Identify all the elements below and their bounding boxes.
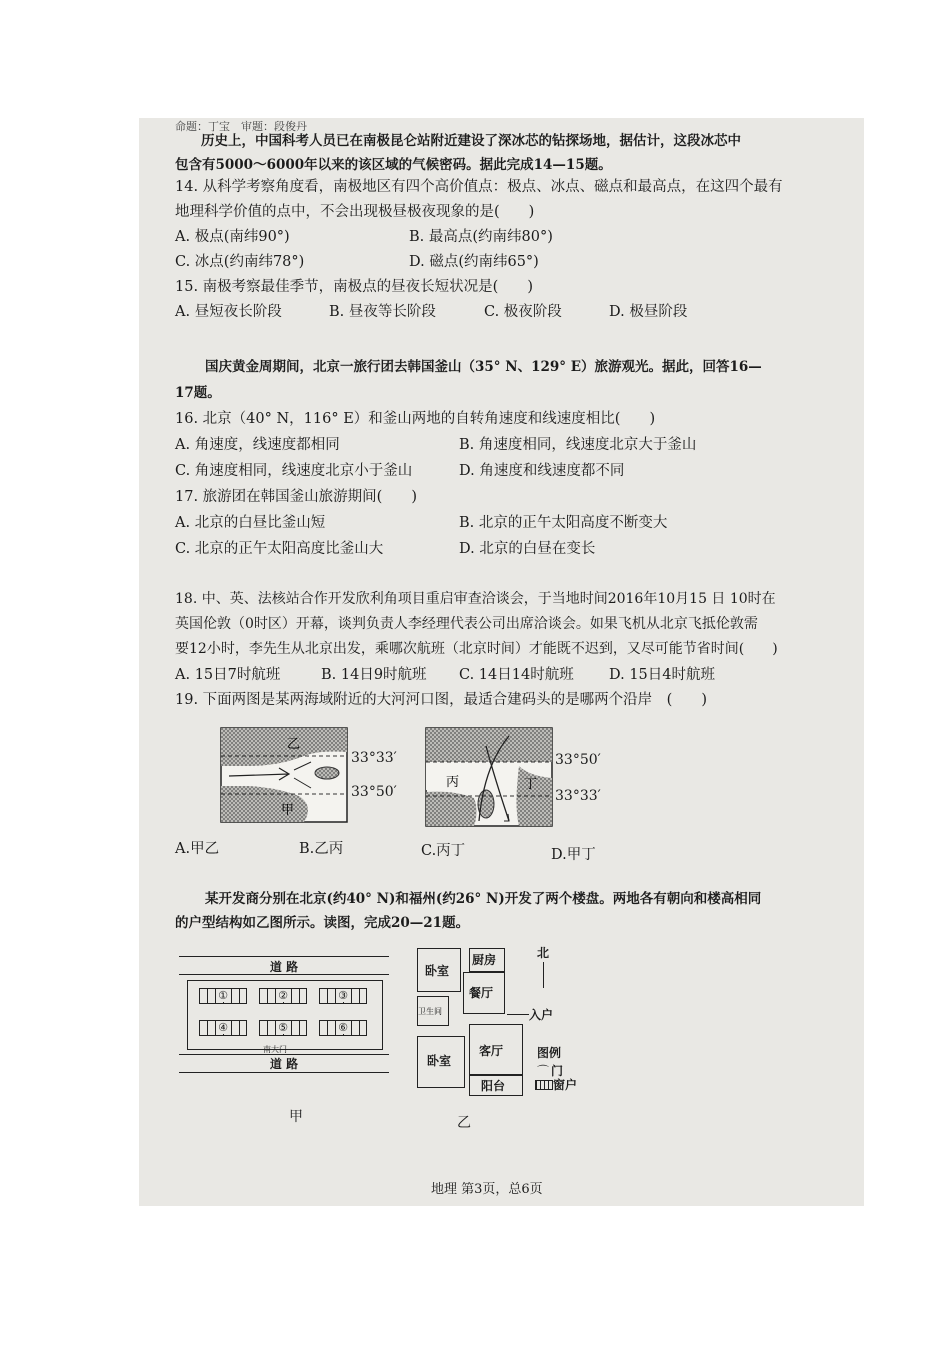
fig-jia-caption: 甲 (289, 1109, 303, 1125)
legend-window: 窗户 (553, 1078, 578, 1092)
estuary-map-2 (424, 726, 559, 831)
q16-option-b: B. 角速度相同，线速度北京大于釜山 (459, 437, 697, 453)
south-gate-label: 南大门 (263, 1045, 287, 1054)
map2-label-left: 丙 (446, 775, 460, 790)
entry-label: 入户 (529, 1008, 554, 1022)
q16-option-d: D. 角速度和线速度都不同 (459, 463, 625, 479)
q14-stem-2: 地理科学价值的点中，不会出现极昼极夜现象的是( ) (175, 204, 535, 220)
q14-option-b: B. 最高点(约南纬80°) (409, 229, 553, 245)
legend-title: 图例 (537, 1046, 562, 1060)
q16-option-c: C. 角速度相同，线速度北京小于釜山 (175, 463, 413, 479)
intro-1-line-1: 历史上，中国科考人员已在南极昆仑站附近建设了深冰芯的钻探场地，据估计，这段冰芯中 (201, 133, 741, 149)
map1-lat-top: 33°33′ (351, 750, 397, 766)
q14-option-c: C. 冰点(约南纬78°) (175, 254, 305, 270)
q18-option-c: C. 14日14时航班 (459, 667, 574, 683)
room-living: 客厅 (479, 1044, 504, 1058)
q19-option-a: A.甲乙 (175, 841, 220, 857)
room-bedroom-1: 卧室 (425, 964, 450, 978)
page-footer: 地理 第3页，总6页 (431, 1182, 543, 1197)
room-dining: 餐厅 (469, 986, 494, 1000)
fig-yi-caption: 乙 (457, 1115, 471, 1131)
room-bedroom-2: 卧室 (427, 1054, 452, 1068)
q18-stem-1: 18. 中、英、法核站合作开发欣利角项目重启审查洽谈会，于当地时间2016年10月15 日 10时在 (175, 591, 776, 607)
site-plan-jia (179, 956, 389, 1076)
q14-stem-1: 14. 从科学考察角度看，南极地区有四个高价值点：极点、冰点、磁点和最高点，在这四个最有 (175, 179, 783, 195)
exam-sheet (139, 118, 864, 1206)
q14-option-d: D. 磁点(约南纬65°) (409, 254, 539, 270)
floor-plan-yi (417, 948, 617, 1108)
building-2 (259, 988, 307, 1004)
q15-option-a: A. 昼短夜长阶段 (175, 304, 282, 320)
estuary-map-1 (219, 726, 359, 826)
q15-stem: 15. 南极考察最佳季节，南极点的昼夜长短状况是( ) (175, 279, 533, 295)
q17-option-a: A. 北京的白昼比釜山短 (175, 515, 326, 531)
map1-label-up: 乙 (287, 737, 301, 752)
intro-2-line-2: 17题。 (175, 385, 221, 401)
q18-option-b: B. 14日9时航班 (321, 667, 427, 683)
building-4 (199, 1020, 247, 1036)
q17-stem: 17. 旅游团在韩国釜山旅游期间( ) (175, 489, 417, 505)
building-number: ④ (218, 1021, 228, 1034)
q17-option-d: D. 北京的白昼在变长 (459, 541, 596, 557)
building-3 (319, 988, 367, 1004)
legend-door: 门 (551, 1064, 564, 1078)
q19-option-b: B.乙丙 (299, 841, 344, 857)
door-icon: ⌒ (537, 1064, 550, 1078)
building-number: ⑥ (338, 1021, 348, 1034)
building-number: ③ (338, 989, 348, 1002)
map2-lat-bottom: 33°33′ (555, 788, 601, 804)
q16-option-a: A. 角速度，线速度都相同 (175, 437, 340, 453)
q17-option-c: C. 北京的正午太阳高度比釜山大 (175, 541, 384, 557)
north-label: 北 (537, 946, 550, 960)
q19-option-c: C.丙丁 (421, 843, 466, 859)
road-bottom-label: 道 路 (269, 1057, 299, 1071)
intro-1-line-2: 包含有5000～6000年以来的该区域的气候密码。据此完成14—15题。 (175, 157, 612, 173)
road-top-label: 道 路 (269, 960, 299, 974)
building-1 (199, 988, 247, 1004)
north-arrow-icon (543, 962, 544, 988)
map1-lat-bottom: 33°50′ (351, 784, 397, 800)
room-bath: 卫生间 (418, 1007, 442, 1016)
q16-stem: 16. 北京（40° N，116° E）和釜山两地的自转角速度和线速度相比( ) (175, 411, 656, 427)
building-5 (259, 1020, 307, 1036)
q15-option-b: B. 昼夜等长阶段 (329, 304, 436, 320)
q18-stem-2: 英国伦敦（0时区）开幕，谈判负责人李经理代表公司出席洽谈会。如果飞机从北京飞抵伦敦需 (175, 616, 758, 632)
q18-option-d: D. 15日4时航班 (609, 667, 716, 683)
q19-stem: 19. 下面两图是某两海域附近的大河河口图，最适合建码头的是哪两个沿岸 ( ) (175, 692, 707, 708)
map2-lat-top: 33°50′ (555, 752, 601, 768)
q18-option-a: A. 15日7时航班 (175, 667, 281, 683)
header-text: 命题：丁宝 审题：段俊丹 (175, 120, 307, 133)
q15-option-c: C. 极夜阶段 (484, 304, 562, 320)
intro-2-line-1: 国庆黄金周期间，北京一旅行团去韩国釜山（35° N、129° E）旅游观光。据此，回答16— (205, 359, 762, 375)
building-6 (319, 1020, 367, 1036)
building-number: ⑤ (278, 1021, 288, 1034)
map1-label-down: 甲 (281, 803, 295, 818)
map2-label-right: 丁 (524, 777, 538, 792)
q15-option-d: D. 极昼阶段 (609, 304, 688, 320)
q18-stem-3: 要12小时，李先生从北京出发，乘哪次航班（北京时间）才能既不迟到，又尽可能节省时间( ) (175, 641, 778, 657)
intro-3-line-1: 某开发商分别在北京(约40° N)和福州(约26° N)开发了两个楼盘。两地各有朝向和楼高相同 (205, 891, 762, 907)
building-number: ② (278, 989, 288, 1002)
room-balcony: 阳台 (481, 1079, 506, 1093)
building-number: ① (218, 989, 228, 1002)
q19-option-d: D.甲丁 (551, 847, 596, 863)
q14-option-a: A. 极点(南纬90°) (175, 229, 290, 245)
room-kitchen: 厨房 (472, 953, 497, 967)
q17-option-b: B. 北京的正午太阳高度不断变大 (459, 515, 668, 531)
intro-3-line-2: 的户型结构如乙图所示。读图，完成20—21题。 (175, 915, 470, 931)
window-icon (535, 1080, 553, 1090)
